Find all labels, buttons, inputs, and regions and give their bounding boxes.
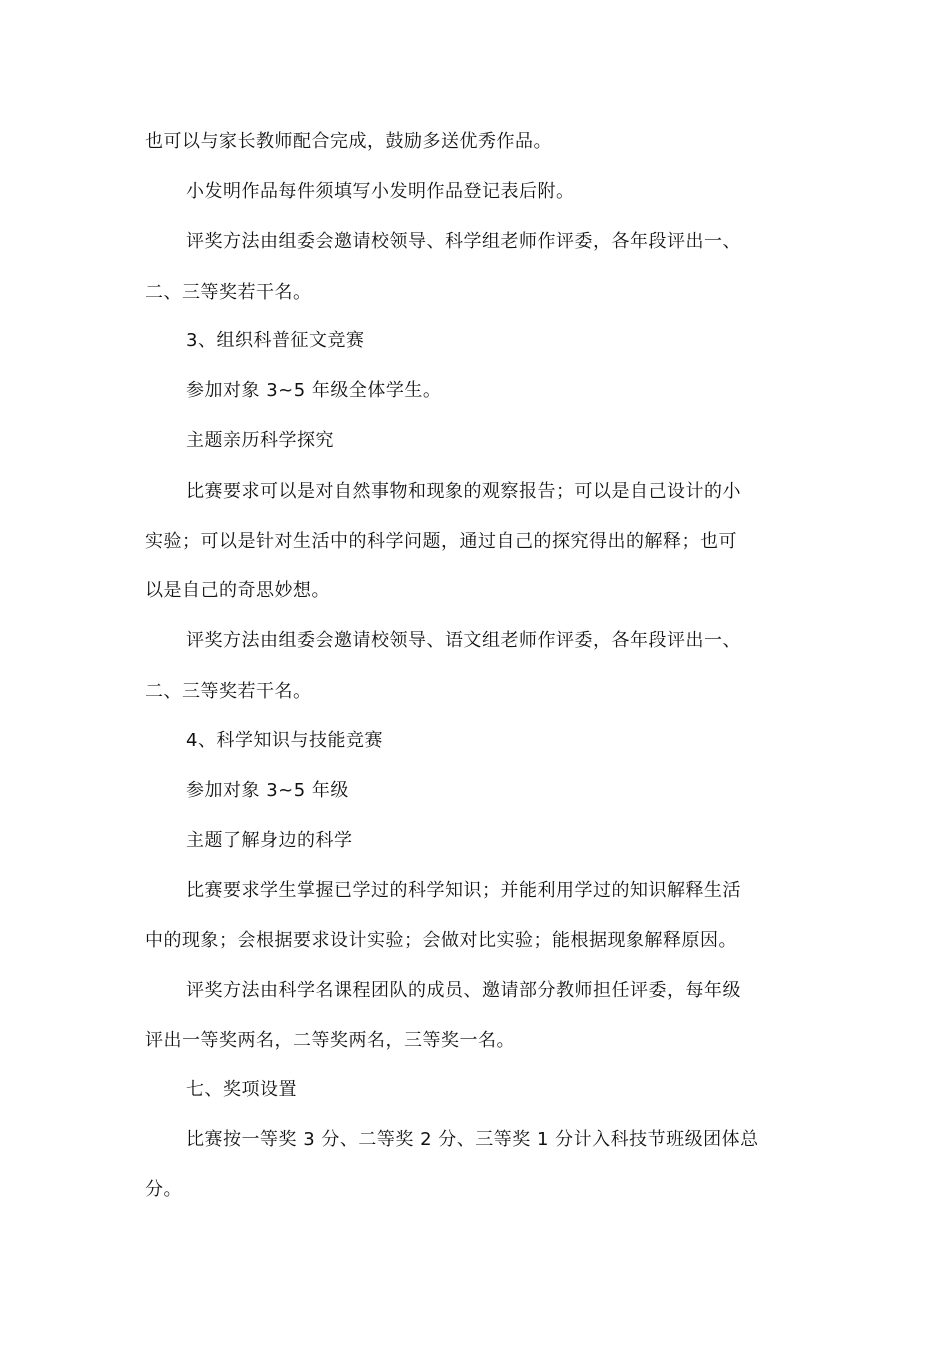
text-line: 主题了解身边的科学: [186, 830, 353, 851]
text-line: 中的现象；会根据要求设计实验；会做对比实验；能根据现象解释原因。: [145, 930, 737, 951]
text-line: 小发明作品每件须填写小发明作品登记表后附。: [186, 181, 575, 202]
text-line: 实验；可以是针对生活中的科学问题，通过自己的探究得出的解释；也可: [145, 531, 737, 552]
text-line: 参加对象 3~5 年级: [186, 780, 349, 801]
text-line: 分。: [145, 1179, 182, 1200]
text-line: 比赛按一等奖 3 分、二等奖 2 分、三等奖 1 分计入科技节班级团体总: [186, 1129, 759, 1150]
text-line: 参加对象 3~5 年级全体学生。: [186, 380, 442, 401]
section-heading: 3、组织科普征文竞赛: [186, 330, 365, 351]
text-line: 主题亲历科学探究: [186, 430, 334, 451]
text-line: 比赛要求学生掌握已学过的科学知识；并能利用学过的知识解释生活: [186, 880, 741, 901]
text-line: 二、三等奖若干名。: [145, 282, 312, 303]
text-line: 也可以与家长教师配合完成，鼓励多送优秀作品。: [145, 131, 552, 152]
text-line: 评奖方法由科学名课程团队的成员、邀请部分教师担任评委，每年级: [186, 980, 741, 1001]
text-line: 评出一等奖两名，二等奖两名，三等奖一名。: [145, 1030, 515, 1051]
text-line: 以是自己的奇思妙想。: [145, 580, 330, 601]
section-heading: 七、奖项设置: [186, 1079, 297, 1100]
text-line: 评奖方法由组委会邀请校领导、语文组老师作评委，各年段评出一、: [186, 630, 741, 651]
section-heading: 4、科学知识与技能竞赛: [186, 730, 383, 751]
text-line: 比赛要求可以是对自然事物和现象的观察报告；可以是自己设计的小: [186, 481, 741, 502]
text-line: 二、三等奖若干名。: [145, 681, 312, 702]
text-line: 评奖方法由组委会邀请校领导、科学组老师作评委，各年段评出一、: [186, 231, 741, 252]
